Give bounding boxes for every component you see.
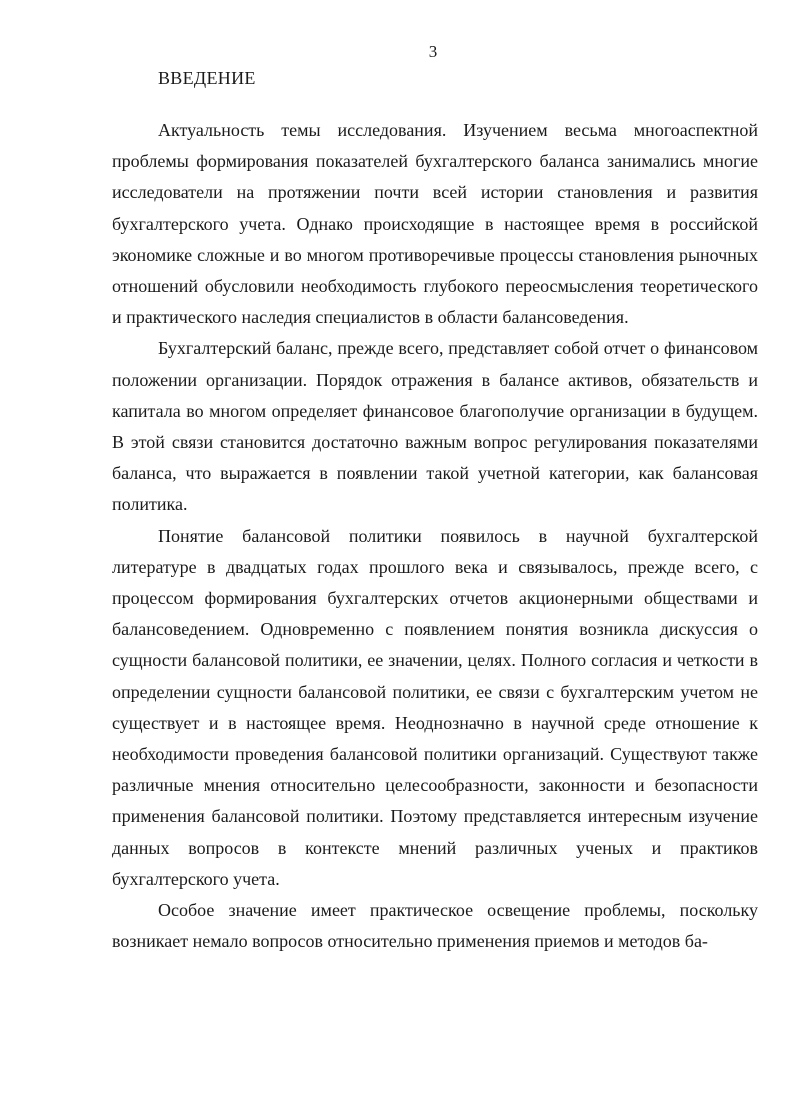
paragraph-relevance: Актуальность темы исследования. Изучением весьма многоаспектной проблемы формирования показателей бухгалтерского баланса занимались многие исследователи на протяжении почти всей истории становления и развития бухгалтерского учета. Однако происходящие в настоящее время в российской экономике сложные и во многом противоречивые процессы становления рыночных отношений обусловили необходимость глубокого переосмысления теоретического и практического наследия специалистов в области балансоведения. xyxy=(112,120,758,328)
page-number: 3 xyxy=(428,42,438,61)
section-heading: ВВЕДЕНИЕ xyxy=(158,68,256,88)
paragraph-balance-policy-concept: Понятие балансовой политики появилось в научной бухгалтерской литературе в двадцатых годах прошлого века и связывалось, прежде всего, с процессом формирования бухгалтерских отчетов акционерными обществами и балансоведением. Одновременно с появлением понятия возникла дискуссия о сущности балансовой политики, ее значении, целях. Полного согласия и четкости в определении сущности балансовой политики, ее связи с бухгалтерским учетом не существует и в настоящее время. Неоднозначно в научной среде отношение к необходимости проведения балансовой политики организаций. Существуют также различные мнения относительно целесообразности, законности и безопасности применения балансовой политики. Поэтому представляется интересным изучение данных вопросов в контексте мнений различных ученых и практиков бухгалтерского учета. xyxy=(112,525,758,889)
paragraph-practical-significance: Особое значение имеет практическое освещение проблемы, поскольку возникает немало вопросов относительно применения приемов и методов ба- xyxy=(112,900,758,952)
paragraph-balance-sheet: Бухгалтерский баланс, прежде всего, представляет собой отчет о финансовом положении организации. Порядок отражения в балансе активов, обязательств и капитала во многом определяет финансовое благополучие организации в будущем. В этой связи становится достаточно важным вопрос регулирования показателями баланса, что выражается в появлении такой учетной категории, как балансовая политика. xyxy=(112,338,758,515)
body-text xyxy=(112,115,758,957)
